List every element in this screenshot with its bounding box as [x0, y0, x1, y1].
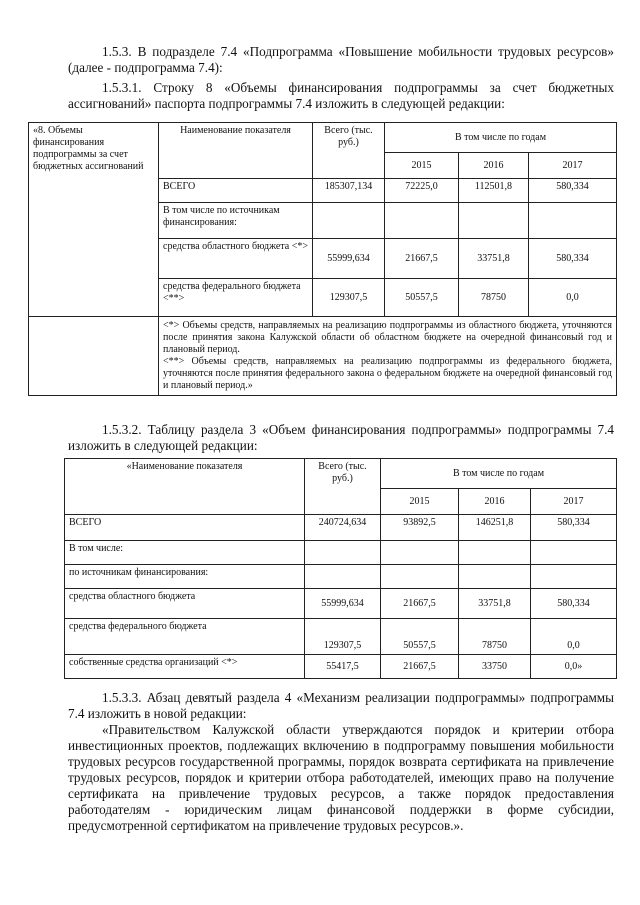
cell-2016: [459, 203, 529, 239]
cell-2015: [381, 565, 459, 589]
cell-2017: [531, 565, 617, 589]
cell-2017: 0,0: [531, 619, 617, 655]
paragraph-text: 1.5.3.1. Строку 8 «Объемы финансирования подпрограммы за счет бюджетных ассигнований» паспорта подпрограммы 7.4 изложить в следующей редакции:: [68, 80, 614, 111]
cell-2016: 33751,8: [459, 239, 529, 279]
table-row: [65, 619, 617, 655]
cell-2016: [459, 541, 531, 565]
paragraph-1-5-3: [68, 44, 614, 76]
cell-name: средства федерального бюджета: [65, 619, 305, 655]
cell-total: [305, 565, 381, 589]
passport-row-label: «8. Объемы финансирования подпрограммы за счет бюджетных ассигнований: [29, 123, 159, 317]
table-row: [65, 655, 617, 679]
cell-2015: 50557,5: [385, 279, 459, 317]
paragraph-1-5-3-3: [68, 690, 614, 722]
cell-name: ВСЕГО: [159, 179, 313, 203]
year-header: 2017: [531, 489, 617, 515]
cell-2017: 580,334: [531, 515, 617, 541]
passport-table: [28, 122, 617, 396]
cell-2017: 0,0: [529, 279, 617, 317]
cell-name: В том числе по источникам финансирования:: [159, 203, 313, 239]
cell-2017: [529, 203, 617, 239]
cell-name: средства областного бюджета: [65, 589, 305, 619]
paragraph-text: «Правительством Калужской области утверждаются порядок и критерии отбора инвестиционных проектов, подлежащих включению в подпрограмму повышения мобильности трудовых ресурсов государственной программы, порядок возврата сертификата на привлечение трудовых ресурсов, порядок и критерии отбора работодателей, имеющих право на получение сертификата на привлечение трудовых ресурсов, а также порядок предоставления работодателям - юридическим лицам финансовой поддержки в форме субсидии, предусмотренной сертификатом на привлечение трудовых ресурсов.».: [68, 722, 614, 833]
cell-total: 185307,134: [313, 179, 385, 203]
cell-name: средства федерального бюджета <**>: [159, 279, 313, 317]
cell-total: 55417,5: [305, 655, 381, 679]
footnotes: [159, 317, 617, 396]
table-notes-row: [29, 317, 617, 396]
cell-2016: 78750: [459, 619, 531, 655]
cell-total: [313, 203, 385, 239]
cell-total: 129307,5: [305, 619, 381, 655]
cell-2016: 112501,8: [459, 179, 529, 203]
cell-name: по источникам финансирования:: [65, 565, 305, 589]
financing-table: [64, 458, 617, 679]
cell-2015: [385, 203, 459, 239]
column-header-total: Всего (тыс. руб.): [313, 123, 385, 179]
paragraph-quote: [68, 722, 614, 834]
paragraph-1-5-3-1: [68, 80, 614, 112]
column-header-name: «Наименование показателя: [65, 459, 305, 515]
table-row: [65, 589, 617, 619]
cell-2015: [381, 541, 459, 565]
column-header-total: Всего (тыс. руб.): [305, 459, 381, 515]
paragraph-text: 1.5.3.3. Абзац девятый раздела 4 «Механизм реализации подпрограммы» подпрограммы 7.4 изложить в новой редакции:: [68, 690, 614, 721]
cell-2017: 0,0»: [531, 655, 617, 679]
footnote-regional: <*> Объемы средств, направляемых на реализацию подпрограммы из областного бюджета, уточняются после принятия закона Калужской области об областном бюджете на очередной финансовый год и плановый период.: [163, 320, 612, 355]
cell-2016: 78750: [459, 279, 529, 317]
cell-total: 55999,634: [313, 239, 385, 279]
cell-total: 55999,634: [305, 589, 381, 619]
cell-total: 240724,634: [305, 515, 381, 541]
cell-2015: 50557,5: [381, 619, 459, 655]
cell-2015: 21667,5: [381, 655, 459, 679]
cell-name: собственные средства организаций <*>: [65, 655, 305, 679]
year-header: 2016: [459, 489, 531, 515]
cell-2017: 580,334: [529, 179, 617, 203]
cell-2017: 580,334: [531, 589, 617, 619]
paragraph-text: 1.5.3. В подразделе 7.4 «Подпрограмма «Повышение мобильности трудовых ресурсов» (далее - подпрограмма 7.4):: [68, 44, 614, 75]
cell-2017: [531, 541, 617, 565]
table-row: [65, 515, 617, 541]
cell-name: В том числе:: [65, 541, 305, 565]
column-header-years: В том числе по годам: [381, 459, 617, 489]
cell-2017: 580,334: [529, 239, 617, 279]
paragraph-1-5-3-2: [68, 422, 614, 454]
cell-2015: 21667,5: [385, 239, 459, 279]
footnote-federal: <**> Объемы средств, направляемых на реализацию подпрограммы из федерального бюджета, уточняются после принятия федерального закона о федеральном бюджете на очередной финансовый год и плановый период.»: [163, 356, 612, 391]
cell-2016: 146251,8: [459, 515, 531, 541]
year-header: 2017: [529, 153, 617, 179]
cell-2016: 33750: [459, 655, 531, 679]
table-row: [65, 541, 617, 565]
cell-total: [305, 541, 381, 565]
column-header-years: В том числе по годам: [385, 123, 617, 153]
cell-name: средства областного бюджета <*>: [159, 239, 313, 279]
cell-total: 129307,5: [313, 279, 385, 317]
year-header: 2016: [459, 153, 529, 179]
year-header: 2015: [385, 153, 459, 179]
cell-2015: 21667,5: [381, 589, 459, 619]
cell-2016: [459, 565, 531, 589]
cell-2015: 72225,0: [385, 179, 459, 203]
column-header-name: Наименование показателя: [159, 123, 313, 179]
cell-2015: 93892,5: [381, 515, 459, 541]
cell-2016: 33751,8: [459, 589, 531, 619]
table-row: [65, 565, 617, 589]
cell-name: ВСЕГО: [65, 515, 305, 541]
paragraph-text: 1.5.3.2. Таблицу раздела 3 «Объем финансирования подпрограммы» подпрограммы 7.4 изложить в следующей редакции:: [68, 422, 614, 453]
year-header: 2015: [381, 489, 459, 515]
